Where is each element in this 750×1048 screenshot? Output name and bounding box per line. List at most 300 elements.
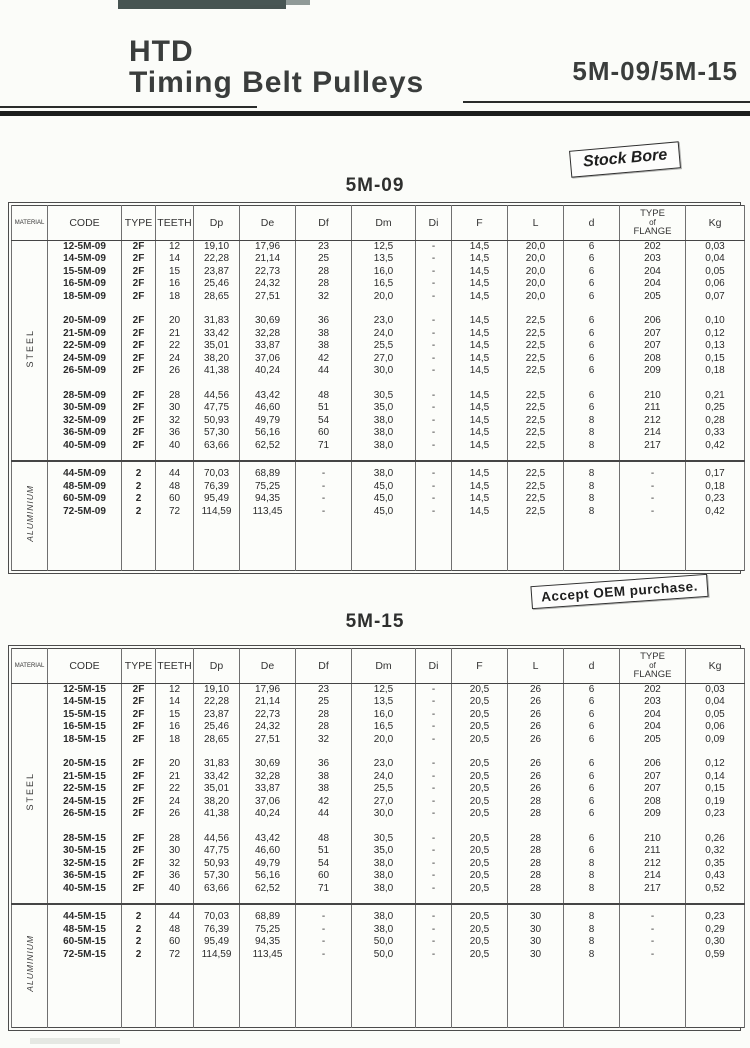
table-cell: 0,26	[686, 833, 745, 846]
table-cell: 48-5M-15	[48, 924, 122, 937]
column-header-line: FLANGE	[633, 669, 672, 680]
table-cell: -	[416, 883, 452, 896]
table-cell: 20,5	[452, 796, 508, 809]
table-cell: 6	[564, 315, 620, 328]
table-cell: 30	[156, 402, 194, 415]
table-cell: 2F	[122, 883, 156, 896]
table-cell: 95,49	[194, 493, 240, 506]
table-cell: 14-5M-15	[48, 696, 122, 709]
table-cell: 25,46	[194, 278, 240, 291]
spacer-cell	[352, 904, 416, 911]
table-cell: 94,35	[240, 493, 296, 506]
table-cell: 26	[508, 696, 564, 709]
table-cell: 22,5	[508, 328, 564, 341]
table-cell: 0,23	[686, 493, 745, 506]
table-cell: 14,5	[452, 402, 508, 415]
table-row	[12, 949, 745, 962]
table-cell: 28	[296, 266, 352, 279]
spacer-cell	[452, 746, 508, 758]
table-cell: 2F	[122, 390, 156, 403]
table-cell: 2	[122, 924, 156, 937]
table-cell: 40,24	[240, 808, 296, 821]
table-cell: 0,07	[686, 291, 745, 304]
table-cell: 28	[508, 845, 564, 858]
table-cell: 26	[156, 808, 194, 821]
table-row	[12, 924, 745, 937]
table-cell: 38	[296, 783, 352, 796]
table-cell: -	[416, 684, 452, 697]
table-cell: 71	[296, 440, 352, 453]
table-cell: -	[416, 771, 452, 784]
table-cell: -	[416, 734, 452, 747]
table-cell: -	[416, 796, 452, 809]
table-cell: 0,14	[686, 771, 745, 784]
table-row	[12, 468, 745, 481]
table-cell: 50,0	[352, 936, 416, 949]
spacer-cell	[620, 303, 686, 315]
spacer-cell	[564, 746, 620, 758]
table-cell: 60	[156, 493, 194, 506]
spacer-cell	[296, 518, 352, 570]
table-cell: 38,0	[352, 858, 416, 871]
table-cell: 22,73	[240, 266, 296, 279]
table-cell: 40-5M-15	[48, 883, 122, 896]
spacer-cell	[296, 452, 352, 461]
spacer-cell	[620, 452, 686, 461]
table-cell: -	[416, 266, 452, 279]
table-cell: 6	[564, 721, 620, 734]
spacer-cell	[686, 461, 745, 468]
table-cell: 0,15	[686, 353, 745, 366]
table-cell: 214	[620, 870, 686, 883]
table-cell: 48	[296, 833, 352, 846]
table-cell: -	[416, 365, 452, 378]
table-cell: 49,79	[240, 415, 296, 428]
table-cell: 2F	[122, 845, 156, 858]
table-row	[12, 291, 745, 304]
table-cell: 28-5M-15	[48, 833, 122, 846]
column-header-line: of	[649, 218, 656, 227]
spacer-cell	[508, 518, 564, 570]
table-cell: 44	[156, 468, 194, 481]
table-cell: 12-5M-15	[48, 684, 122, 697]
table-body	[12, 241, 745, 571]
table-cell: -	[620, 911, 686, 924]
table-cell: 2F	[122, 253, 156, 266]
table-cell: 6	[564, 734, 620, 747]
spacer-cell	[296, 961, 352, 1027]
spacer-cell	[564, 303, 620, 315]
spacer-cell	[564, 452, 620, 461]
table-cell: 8	[564, 506, 620, 519]
table-cell: -	[416, 696, 452, 709]
table-cell: 203	[620, 253, 686, 266]
table-cell: 15-5M-15	[48, 709, 122, 722]
table-cell: 14	[156, 253, 194, 266]
table-row	[12, 278, 745, 291]
table-cell: 0,32	[686, 845, 745, 858]
table-cell: 14,5	[452, 291, 508, 304]
table-cell: 114,59	[194, 506, 240, 519]
table-cell: 2	[122, 481, 156, 494]
table-cell: 2F	[122, 402, 156, 415]
table-cell: 57,30	[194, 427, 240, 440]
column-header: CODE	[48, 206, 122, 241]
table-cell: 0,03	[686, 241, 745, 254]
table-cell: 38,0	[352, 924, 416, 937]
header-row	[12, 206, 745, 241]
table-cell: 2F	[122, 796, 156, 809]
table-row	[12, 808, 745, 821]
spacer-cell	[352, 746, 416, 758]
table-cell: -	[416, 468, 452, 481]
material-label-cell	[12, 241, 48, 462]
table-cell: 6	[564, 709, 620, 722]
table-cell: 2F	[122, 291, 156, 304]
table-cell: 208	[620, 796, 686, 809]
table-cell: 25	[296, 253, 352, 266]
spacer-cell	[156, 746, 194, 758]
column-header: De	[240, 206, 296, 241]
spacer-cell	[156, 821, 194, 833]
table-cell: 40	[156, 883, 194, 896]
column-header: De	[240, 649, 296, 684]
table-row	[12, 402, 745, 415]
table-cell: 14,5	[452, 390, 508, 403]
table-cell: 2	[122, 911, 156, 924]
table-cell: 20-5M-09	[48, 315, 122, 328]
table-cell: 217	[620, 440, 686, 453]
table-cell: -	[416, 415, 452, 428]
table-cell: 2	[122, 493, 156, 506]
spacer-cell	[122, 895, 156, 904]
table-cell: 40,24	[240, 365, 296, 378]
table-cell: 56,16	[240, 427, 296, 440]
table-cell: 2	[122, 506, 156, 519]
table-cell: 20-5M-15	[48, 758, 122, 771]
table-cell: 0,15	[686, 783, 745, 796]
table-cell: 205	[620, 291, 686, 304]
table-cell: 43,42	[240, 390, 296, 403]
table-cell: 38,0	[352, 427, 416, 440]
table-cell: 2F	[122, 833, 156, 846]
table-cell: 26-5M-09	[48, 365, 122, 378]
table-cell: -	[620, 936, 686, 949]
column-header: Dp	[194, 649, 240, 684]
table-cell: 6	[564, 266, 620, 279]
spacer-cell	[620, 518, 686, 570]
table-cell: 28	[296, 278, 352, 291]
table-cell: 24,32	[240, 721, 296, 734]
spacer-cell	[452, 821, 508, 833]
table-cell: 0,09	[686, 734, 745, 747]
table-cell: 42	[296, 353, 352, 366]
spacer-cell	[352, 821, 416, 833]
table-cell: 56,16	[240, 870, 296, 883]
table-cell: 20,5	[452, 771, 508, 784]
spacer-cell	[296, 303, 352, 315]
table-cell: 204	[620, 266, 686, 279]
table-cell: -	[416, 870, 452, 883]
spacer-cell	[452, 378, 508, 390]
table-cell: 44	[296, 365, 352, 378]
spacer-cell	[416, 904, 452, 911]
spacer-cell	[296, 461, 352, 468]
table-cell: 6	[564, 365, 620, 378]
table-cell: -	[416, 278, 452, 291]
table-cell: 60	[296, 870, 352, 883]
table-cell: -	[296, 506, 352, 519]
table-cell: 6	[564, 845, 620, 858]
table-cell: 38,0	[352, 870, 416, 883]
table-cell: 0,35	[686, 858, 745, 871]
table-cell: 30,69	[240, 315, 296, 328]
table-cell: 30,0	[352, 365, 416, 378]
table-cell: 44	[296, 808, 352, 821]
table-cell: 17,96	[240, 241, 296, 254]
table-cell: 54	[296, 415, 352, 428]
table-cell: 8	[564, 440, 620, 453]
table-cell: 2F	[122, 709, 156, 722]
table-cell: 24	[156, 796, 194, 809]
table-cell: 207	[620, 328, 686, 341]
table-cell: 8	[564, 481, 620, 494]
spacer-cell	[194, 746, 240, 758]
spacer-row	[12, 904, 745, 911]
table-cell: 26	[508, 684, 564, 697]
table-cell: 2F	[122, 734, 156, 747]
spacer-cell	[452, 452, 508, 461]
spacer-row	[12, 821, 745, 833]
spacer-cell	[240, 746, 296, 758]
spacer-cell	[508, 461, 564, 468]
column-header-line: TYPE	[640, 208, 665, 219]
header-rule-thin-right	[463, 101, 750, 103]
table-cell: 28	[156, 833, 194, 846]
table-cell: 26	[508, 709, 564, 722]
spacer-cell	[416, 821, 452, 833]
spacer-cell	[452, 895, 508, 904]
table-cell: 22-5M-15	[48, 783, 122, 796]
table-cell: 22,5	[508, 427, 564, 440]
table-cell: 0,42	[686, 440, 745, 453]
table-cell: -	[296, 949, 352, 962]
table-row	[12, 771, 745, 784]
table-cell: 2	[122, 468, 156, 481]
table-cell: 20,0	[508, 278, 564, 291]
table-cell: 38,0	[352, 440, 416, 453]
table-cell: 0,43	[686, 870, 745, 883]
table-5m09-wrap	[8, 202, 741, 574]
table-cell: 8	[564, 870, 620, 883]
table-cell: 38,20	[194, 353, 240, 366]
table-cell: 6	[564, 328, 620, 341]
table-row	[12, 721, 745, 734]
table-cell: 22,5	[508, 493, 564, 506]
spacer-row	[12, 303, 745, 315]
table-row	[12, 353, 745, 366]
table-cell: 23,0	[352, 758, 416, 771]
table-cell: 16,0	[352, 266, 416, 279]
table-cell: 2F	[122, 427, 156, 440]
table-cell: 46,60	[240, 402, 296, 415]
spacer-row	[12, 961, 745, 1027]
column-header: F	[452, 206, 508, 241]
table-row	[12, 911, 745, 924]
table-cell: 211	[620, 845, 686, 858]
table-cell: -	[416, 936, 452, 949]
table-row	[12, 796, 745, 809]
table-cell: 0,13	[686, 340, 745, 353]
table-cell: 6	[564, 696, 620, 709]
spacer-cell	[416, 961, 452, 1027]
table-row	[12, 858, 745, 871]
table-cell: -	[416, 427, 452, 440]
table-cell: 23,87	[194, 709, 240, 722]
spacer-cell	[564, 461, 620, 468]
spacer-cell	[352, 961, 416, 1027]
table-cell: 0,21	[686, 390, 745, 403]
table-cell: 70,03	[194, 911, 240, 924]
table-cell: 204	[620, 278, 686, 291]
table-cell: -	[620, 468, 686, 481]
table-cell: 20,5	[452, 949, 508, 962]
table-cell: 14,5	[452, 468, 508, 481]
table-cell: 2F	[122, 870, 156, 883]
table-cell: 72	[156, 949, 194, 962]
table-cell: 51	[296, 402, 352, 415]
table-cell: 6	[564, 253, 620, 266]
column-header: Kg	[686, 206, 745, 241]
table-row	[12, 427, 745, 440]
table-cell: 20,5	[452, 883, 508, 896]
table-cell: 48	[296, 390, 352, 403]
spacer-cell	[686, 518, 745, 570]
table-cell: 26	[156, 365, 194, 378]
table-cell: 20,5	[452, 870, 508, 883]
column-header: MATERIAL	[12, 649, 48, 684]
table-cell: -	[416, 808, 452, 821]
table-cell: 6	[564, 758, 620, 771]
table-cell: 207	[620, 771, 686, 784]
scan-artifact	[250, 0, 310, 5]
table-cell: 27,0	[352, 796, 416, 809]
table-cell: 2F	[122, 353, 156, 366]
spacer-cell	[416, 461, 452, 468]
table-cell: -	[296, 911, 352, 924]
spacer-cell	[452, 904, 508, 911]
spacer-cell	[48, 303, 122, 315]
page-title-line1: HTD	[129, 35, 194, 68]
table-cell: -	[620, 924, 686, 937]
table-cell: 8	[564, 911, 620, 924]
table-cell: 18-5M-15	[48, 734, 122, 747]
table-cell: 14,5	[452, 365, 508, 378]
table-cell: 76,39	[194, 924, 240, 937]
table-cell: 202	[620, 241, 686, 254]
table-cell: 6	[564, 783, 620, 796]
table-cell: 37,06	[240, 353, 296, 366]
table-cell: 38	[296, 771, 352, 784]
spacer-cell	[240, 895, 296, 904]
table-cell: 22,5	[508, 506, 564, 519]
table-cell: 14,5	[452, 427, 508, 440]
table-cell: 0,05	[686, 709, 745, 722]
column-header: L	[508, 206, 564, 241]
table-cell: 14,5	[452, 440, 508, 453]
table-cell: 26	[508, 783, 564, 796]
table-cell: 15	[156, 266, 194, 279]
table-cell: -	[416, 833, 452, 846]
scan-smudge	[30, 1038, 120, 1044]
spacer-cell	[686, 895, 745, 904]
table-cell: 2F	[122, 241, 156, 254]
spacer-cell	[452, 961, 508, 1027]
spacer-cell	[352, 303, 416, 315]
spacer-cell	[122, 904, 156, 911]
table-cell: 26-5M-15	[48, 808, 122, 821]
table-row	[12, 493, 745, 506]
spacer-cell	[240, 378, 296, 390]
table-cell: 30,5	[352, 390, 416, 403]
table-cell: 0,30	[686, 936, 745, 949]
spacer-cell	[240, 961, 296, 1027]
spacer-cell	[416, 303, 452, 315]
table-cell: 14,5	[452, 241, 508, 254]
spacer-cell	[352, 895, 416, 904]
table-cell: 36	[156, 427, 194, 440]
spacer-cell	[352, 518, 416, 570]
table-cell: 75,25	[240, 481, 296, 494]
table-cell: 22,5	[508, 390, 564, 403]
spacer-cell	[564, 895, 620, 904]
table-row	[12, 936, 745, 949]
table-cell: -	[416, 949, 452, 962]
table-cell: 48	[156, 481, 194, 494]
table-cell: 31,83	[194, 758, 240, 771]
column-header: TEETH	[156, 649, 194, 684]
table-cell: 20,5	[452, 696, 508, 709]
table-cell: -	[416, 241, 452, 254]
table-cell: 30	[508, 924, 564, 937]
table-cell: 72	[156, 506, 194, 519]
table-cell: 14,5	[452, 481, 508, 494]
table-cell: 22,28	[194, 696, 240, 709]
spacer-cell	[508, 821, 564, 833]
table-cell: 20,0	[508, 241, 564, 254]
spacer-cell	[686, 746, 745, 758]
table-cell: 22,5	[508, 481, 564, 494]
spacer-cell	[122, 518, 156, 570]
table-cell: 20,5	[452, 936, 508, 949]
spacer-cell	[122, 303, 156, 315]
table-cell: -	[416, 481, 452, 494]
spacer-cell	[564, 821, 620, 833]
table-cell: 30	[508, 949, 564, 962]
table-cell: 2F	[122, 278, 156, 291]
table-cell: 22	[156, 783, 194, 796]
spacer-cell	[240, 461, 296, 468]
table-cell: 16	[156, 721, 194, 734]
table-cell: 25	[296, 696, 352, 709]
column-header: Di	[416, 649, 452, 684]
table-cell: 63,66	[194, 440, 240, 453]
spacer-cell	[508, 904, 564, 911]
table-cell: 0,03	[686, 684, 745, 697]
table-cell: 75,25	[240, 924, 296, 937]
table-cell: 28-5M-09	[48, 390, 122, 403]
table-cell: 6	[564, 771, 620, 784]
